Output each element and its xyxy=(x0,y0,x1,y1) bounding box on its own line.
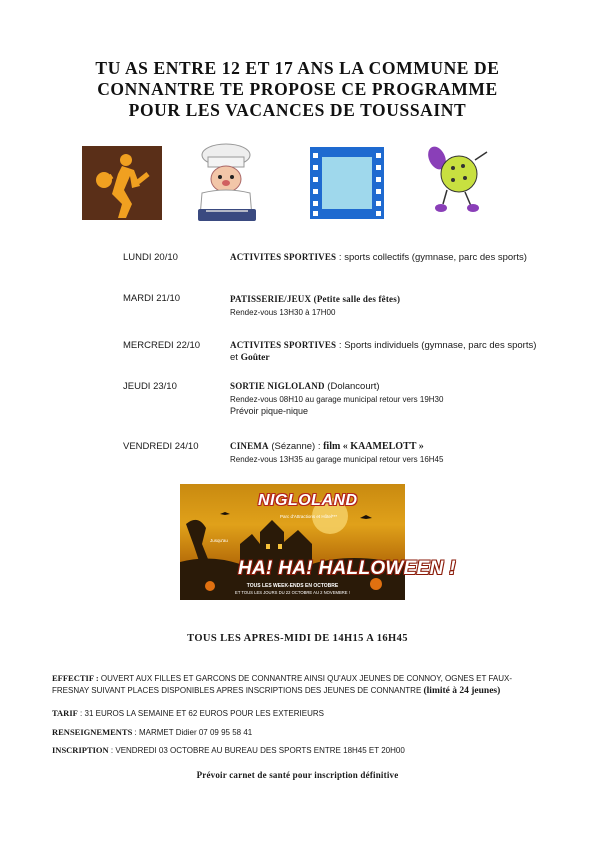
tarif-label: TARIF xyxy=(52,708,78,718)
activity-title: CINEMA xyxy=(230,441,269,451)
effectif-limit: (limité à 24 jeunes) xyxy=(423,686,501,696)
activity-extra: film « KAAMELOTT » xyxy=(323,441,424,452)
activity-note: Prévoir pique-nique xyxy=(230,406,309,416)
activity-tuesday xyxy=(230,293,540,318)
activity-title: SORTIE NIGLOLAND xyxy=(230,381,325,391)
activity-detail: Rendez-vous 08H10 au garage municipal retour vers 19H30 xyxy=(230,395,444,404)
renseignements-info xyxy=(52,726,547,739)
poster-line-1: TOUS LES WEEK-ENDS EN OCTOBRE xyxy=(246,583,339,589)
activity-title: PATISSERIE/JEUX (Petite salle des fêtes) xyxy=(230,294,401,304)
basketball-player-icon xyxy=(82,146,162,220)
poster-tagline: Parc d'Attractions et Hôtel*** xyxy=(280,514,338,519)
tarif-text: : 31 EUROS LA SEMAINE ET 62 EUROS POUR LES EXTERIEURS xyxy=(77,709,324,718)
day-monday: LUNDI 20/10 xyxy=(123,252,178,263)
activity-detail: Rendez-vous 13H30 à 17H00 xyxy=(230,308,336,317)
activity-extra: Goûter xyxy=(240,353,270,363)
tarif-info xyxy=(52,707,547,720)
inscription-label: INSCRIPTION xyxy=(52,745,109,755)
poster-headline: HA! HA! HALLOWEEN ! xyxy=(238,558,456,579)
effectif-label: EFFECTIF : xyxy=(52,673,99,683)
activity-wednesday xyxy=(230,339,540,364)
day-friday: VENDREDI 24/10 xyxy=(123,441,199,452)
activity-text: (Sézanne) : xyxy=(268,441,324,452)
day-thursday: JEUDI 23/10 xyxy=(123,381,177,392)
renseignements-text: : MARMET Didier 07 09 95 58 41 xyxy=(132,728,253,737)
inscription-info xyxy=(52,744,547,757)
inscription-text: : VENDREDI 03 OCTOBRE AU BUREAU DES SPORTS ENTRE 18H45 ET 20H00 xyxy=(108,746,405,755)
poster-small-text: Jusqu'au xyxy=(210,538,228,543)
racket-ball-icon xyxy=(425,140,497,216)
day-tuesday: MARDI 21/10 xyxy=(123,293,181,304)
activity-friday xyxy=(230,440,540,465)
title-line-3: POUR LES VACANCES DE TOUSSAINT xyxy=(128,100,467,120)
activity-thursday xyxy=(230,380,540,417)
activity-monday xyxy=(230,251,540,264)
activity-title: ACTIVITES SPORTIVES xyxy=(230,252,337,262)
chef-icon xyxy=(188,143,266,223)
activity-title: ACTIVITES SPORTIVES xyxy=(230,340,337,350)
day-wednesday: MERCREDI 22/10 xyxy=(123,340,201,351)
activity-text: : sports collectifs (gymnase, parc des sports) xyxy=(336,252,527,263)
title-line-2: CONNANTRE TE PROPOSE CE PROGRAMME xyxy=(97,79,498,99)
title-line-1: TU AS ENTRE 12 ET 17 ANS LA COMMUNE DE xyxy=(95,58,500,78)
renseignements-label: RENSEIGNEMENTS xyxy=(52,727,133,737)
footer-note: Prévoir carnet de santé pour inscription définitive xyxy=(196,770,399,780)
poster-line-2: ET TOUS LES JOURS DU 22 OCTOBRE AU 2 NOVEMBRE ! xyxy=(235,590,350,595)
page-title xyxy=(40,58,555,121)
nigloland-poster xyxy=(180,484,456,600)
film-strip-icon xyxy=(310,147,384,219)
activity-text: (Dolancourt) xyxy=(324,381,380,392)
poster-logo: NIGLOLAND xyxy=(258,492,358,509)
activity-text: : Sports individuels (gymnase, parc des sports) et xyxy=(230,340,537,363)
activity-detail: Rendez-vous 13H35 au garage municipal retour vers 16H45 xyxy=(230,455,444,464)
hours-banner: TOUS LES APRES-MIDI DE 14H15 A 16H45 xyxy=(187,633,408,644)
effectif-text: OUVERT AUX FILLES ET GARCONS DE CONNANTRE AINSI QU'AUX JEUNES DE CONNOY, OGNES ET FAUX-FRESNAY SUIVANT PLACES DISPONIBLES APRES INSCRIPTIONS DES JEUNES DE CONNANTRE xyxy=(52,674,512,695)
effectif-info xyxy=(52,672,547,697)
